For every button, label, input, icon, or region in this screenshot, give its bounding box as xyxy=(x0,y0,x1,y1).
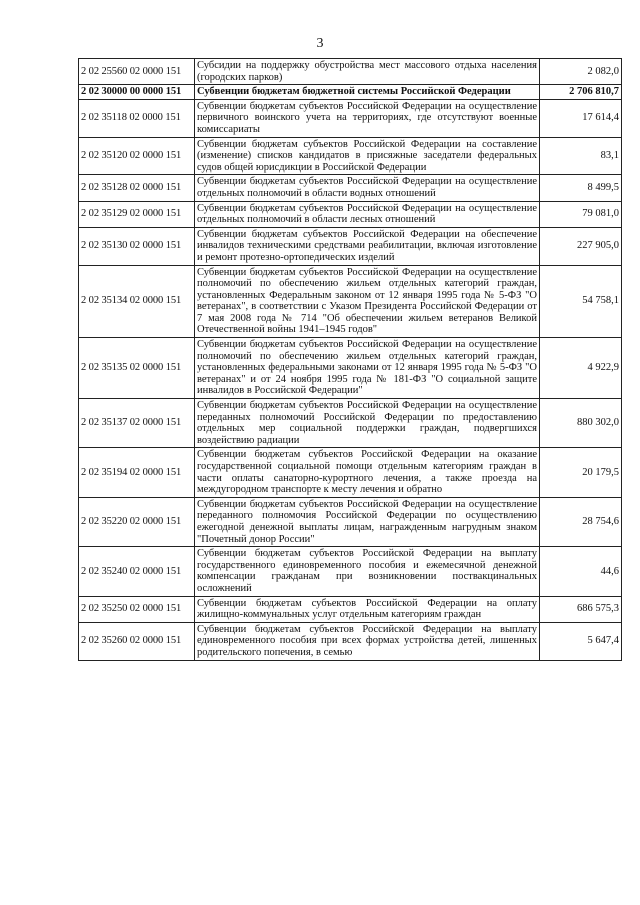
classification-code: 2 02 35260 02 0000 151 xyxy=(79,622,195,660)
amount-value: 2 082,0 xyxy=(540,59,622,85)
classification-code: 2 02 25560 02 0000 151 xyxy=(79,59,195,85)
amount-value: 4 922,9 xyxy=(540,338,622,399)
classification-code: 2 02 35118 02 0000 151 xyxy=(79,99,195,137)
amount-value: 54 758,1 xyxy=(540,265,622,338)
revenue-name: Субвенции бюджетам субъектов Российской Федерации на составление (изменение) списков кандидатов в присяжные заседатели федеральных судов общей юрисдикции в Российской Федерации xyxy=(195,137,540,175)
amount-value: 880 302,0 xyxy=(540,399,622,448)
revenue-name: Субвенции бюджетам субъектов Российской Федерации на оплату жилищно-коммунальных услуг отдельным категориям граждан xyxy=(195,596,540,622)
classification-code: 2 02 30000 00 0000 151 xyxy=(79,85,195,100)
table-row xyxy=(79,99,622,137)
amount-value: 44,6 xyxy=(540,547,622,596)
amount-value: 17 614,4 xyxy=(540,99,622,137)
table-row xyxy=(79,448,622,497)
table-row xyxy=(79,175,622,201)
revenue-name: Субвенции бюджетам субъектов Российской Федерации на осуществление переданных полномочий Российской Федерации по предоставлению отдельных мер социальной поддержки граждан, подвергшихся воздействию радиации xyxy=(195,399,540,448)
revenue-name: Субвенции бюджетам субъектов Российской Федерации на осуществление переданного полномочия Российской Федерации по осуществлению ежегодной денежной выплаты лицам, награжденным нагрудным знаком "Почетный донор России" xyxy=(195,497,540,546)
table-row xyxy=(79,622,622,660)
amount-value: 28 754,6 xyxy=(540,497,622,546)
table-row xyxy=(79,265,622,338)
table-row xyxy=(79,338,622,399)
amount-value: 8 499,5 xyxy=(540,175,622,201)
classification-code: 2 02 35130 02 0000 151 xyxy=(79,227,195,265)
revenue-name: Субвенции бюджетам субъектов Российской Федерации на осуществление отдельных полномочий в области лесных отношений xyxy=(195,201,540,227)
classification-code: 2 02 35135 02 0000 151 xyxy=(79,338,195,399)
revenue-name: Субвенции бюджетам субъектов Российской Федерации на осуществление первичного воинского учета на территориях, где отсутствуют военные комиссариаты xyxy=(195,99,540,137)
page-number: 3 xyxy=(316,36,324,51)
amount-value: 79 081,0 xyxy=(540,201,622,227)
classification-code: 2 02 35129 02 0000 151 xyxy=(79,201,195,227)
classification-code: 2 02 35137 02 0000 151 xyxy=(79,399,195,448)
classification-code: 2 02 35240 02 0000 151 xyxy=(79,547,195,596)
revenue-name: Субвенции бюджетам субъектов Российской Федерации на выплату единовременного пособия при всех формах устройства детей, лишенных родительского попечения, в семью xyxy=(195,622,540,660)
table-row xyxy=(79,399,622,448)
amount-value: 5 647,4 xyxy=(540,622,622,660)
classification-code: 2 02 35250 02 0000 151 xyxy=(79,596,195,622)
revenue-name: Субвенции бюджетам субъектов Российской Федерации на выплату государственного единовременного пособия и ежемесячной денежной компенсации гражданам при возникновении поствакцинальных осложнений xyxy=(195,547,540,596)
classification-code: 2 02 35134 02 0000 151 xyxy=(79,265,195,338)
revenue-name: Субвенции бюджетам субъектов Российской Федерации на осуществление полномочий по обеспечению жильем отдельных категорий граждан, установленных федеральными законами от 12 января 1995 года № 5-ФЗ "О ветеранах" и от 24 ноября 1995 года № 181-ФЗ "О социальной защите инвалидов в Российской Федерации" xyxy=(195,338,540,399)
table-row xyxy=(79,59,622,85)
table-row xyxy=(79,85,622,100)
table-row xyxy=(79,227,622,265)
revenue-name: Субвенции бюджетам бюджетной системы Российской Федерации xyxy=(195,85,540,100)
table-row xyxy=(79,137,622,175)
classification-code: 2 02 35194 02 0000 151 xyxy=(79,448,195,497)
amount-value: 227 905,0 xyxy=(540,227,622,265)
amount-value: 20 179,5 xyxy=(540,448,622,497)
revenue-name: Субвенции бюджетам субъектов Российской Федерации на оказание государственной социальной помощи отдельным категориям граждан в части оплаты санаторно-курортного лечения, а также проезда на междугородном транспорте к месту лечения и обратно xyxy=(195,448,540,497)
table-row xyxy=(79,547,622,596)
revenue-name: Субвенции бюджетам субъектов Российской Федерации на осуществление полномочий по обеспечению жильем отдельных категорий граждан, установленных Федеральным законом от 12 января 1995 года № 5-ФЗ "О ветеранах", в соответствии с Указом Президента Российской Федерации от 7 мая 2008 года № 714 "Об обеспечении жильем ветеранов Великой Отечественной войны 1941–1945 годов" xyxy=(195,265,540,338)
classification-code: 2 02 35220 02 0000 151 xyxy=(79,497,195,546)
revenue-name: Субсидии на поддержку обустройства мест массового отдыха населения (городских парков) xyxy=(195,59,540,85)
revenue-name: Субвенции бюджетам субъектов Российской Федерации на обеспечение инвалидов техническими средствами реабилитации, включая изготовление и ремонт протезно-ортопедических изделий xyxy=(195,227,540,265)
revenue-name: Субвенции бюджетам субъектов Российской Федерации на осуществление отдельных полномочий в области водных отношений xyxy=(195,175,540,201)
amount-value: 83,1 xyxy=(540,137,622,175)
amount-value: 686 575,3 xyxy=(540,596,622,622)
classification-code: 2 02 35120 02 0000 151 xyxy=(79,137,195,175)
classification-code: 2 02 35128 02 0000 151 xyxy=(79,175,195,201)
table-row xyxy=(79,201,622,227)
table-row xyxy=(79,596,622,622)
amount-value: 2 706 810,7 xyxy=(540,85,622,100)
table-row xyxy=(79,497,622,546)
budget-table xyxy=(78,58,622,661)
budget-table-body xyxy=(79,59,622,661)
